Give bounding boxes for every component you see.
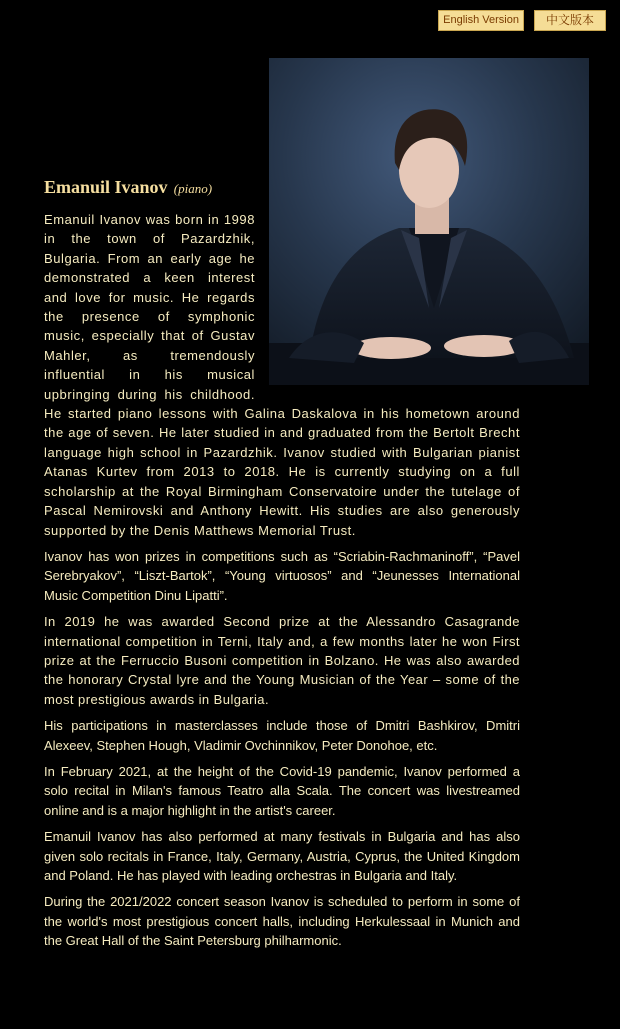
bio-paragraph: Emanuil Ivanov has also performed at many festivals in Bulgaria and has also given solo recitals in France, Italy, Germany, Austria, Cyprus, the United Kingdom and Poland. He has played with leading orchestras in Bulgaria and Italy. (44, 829, 520, 883)
bio-paragraph: Ivanov has won prizes in competitions such as “Scriabin-Rachmaninoff”, “Pavel Serebryakov”, “Liszt-Bartok”, “Young virtuosos” and “Jeunesses International Music Competition Dinu Lipatti”. (44, 548, 520, 603)
bio-paragraph: During the 2021/2022 concert season Ivanov is scheduled to perform in some of the world's most prestigious concert halls, including Herkulessaal in Munich and the Great Hall of the Saint Petersburg philharmonic. (44, 894, 520, 949)
portrait-illustration (269, 58, 589, 385)
bio-content (44, 58, 520, 958)
bio-paragraph: In February 2021, at the height of the Covid-19 pandemic, Ivanov performed a solo recital in Milan's famous Teatro alla Scala. The concert was livestreamed online and is a major highlight in the artist's career. (44, 763, 520, 818)
language-switcher (438, 10, 606, 31)
bio-paragraph: His participations in masterclasses include those of Dmitri Bashkirov, Dmitri Alexeev, Stephen Hough, Vladimir Ovchinnikov, Peter Donohoe, etc. (44, 718, 520, 753)
bio-paragraph: Emanuil Ivanov was born in 1998 in the town of Pazardzhik, Bulgaria. From an early age he demonstrated a keen interest and love for music. He regards the presence of symphonic music, especially that of Gustav Mahler, as tremendously influential in his musical upbringing during his childhood. He started piano lessons with Galina Daskalova in his hometown around the age of seven. He later studied in and graduated from the Bertolt Brecht language high school in Pazardzhik. Ivanov studied with Bulgarian pianist Atanas Kurtev from 2013 to 2018. He is currently studying on a full scholarship at the Royal Birmingham Conservatoire under the tutelage of Pascal Nemirovski and Anthony Hewitt. His studies are also generously supported by the Denis Matthews Memorial Trust. (44, 212, 520, 538)
portrait-photo (269, 58, 589, 385)
english-version-button[interactable]: English Version (438, 10, 524, 31)
chinese-version-button[interactable]: 中文版本 (534, 10, 606, 31)
bio-paragraph: In 2019 he was awarded Second prize at the Alessandro Casagrande international competition in Terni, Italy and, a few months later he won First prize at the Ferruccio Busoni competition in Bolzano. He was also awarded the honorary Crystal lyre and the Young Musician of the Year – some of the most prestigious awards in Bulgaria. (44, 614, 520, 707)
artist-name: Emanuil Ivanov (44, 177, 168, 197)
artist-instrument: (piano) (173, 181, 213, 196)
